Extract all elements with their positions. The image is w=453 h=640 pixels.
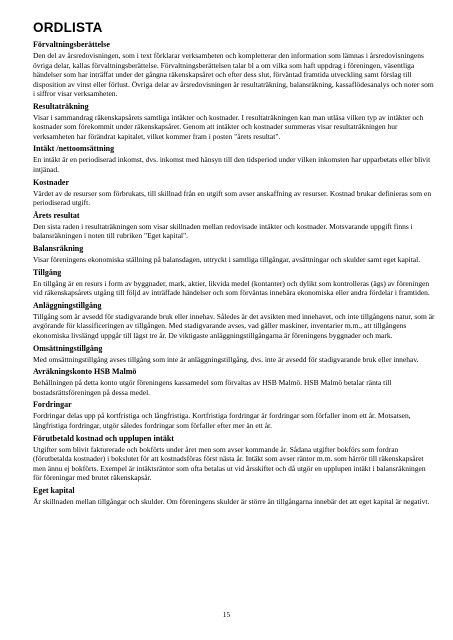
definition-arets-resultat: Den sista raden i resultaträkningen som visar skillnaden mellan redovisade intäkter och kostnader. Motsvarande uppgift finns i balansräkningen i noten till rubriken "Eget kapital".: [33, 221, 413, 241]
term-intakt-nettoomsattning: Intäkt /nettoomsättning: [33, 144, 115, 154]
term-forutbetald-kostnad: Förutbetald kostnad och upplupen intäkt: [33, 433, 174, 443]
page-title: ORDLISTA: [33, 20, 103, 35]
definition-tillgang: En tillgång är en resurs i form av byggnader, mark, aktier, likvida medel (kontanter) och dylikt som kontrolleras (ägs) av föreningen vid räkenskapsårets utgång till följd av inträffade händelser och som förväntas innebära ekonomiska eller andra fördelar i framtiden.: [33, 278, 430, 298]
term-tillgang: Tillgång: [33, 267, 62, 277]
definition-kostnader: Värdet av de resurser som förbrukats, till skillnad från en utgift som avser anskaffning av resurser. Kostnad brukar definieras som en periodiserad utgift.: [33, 188, 432, 208]
definition-omsattningstillgang: Med omsättningstillgång avses tillgång som inte är anläggningstillgång, dvs. inte är avsedd för stadigvarande bruk eller innehav.: [33, 354, 419, 364]
term-kostnader: Kostnader: [33, 177, 69, 187]
term-resultatrakning: Resultaträkning: [33, 101, 89, 111]
term-arets-resultat: Årets resultat: [33, 210, 80, 220]
definition-eget-kapital: Är skillnaden mellan tillgångar och skulder. Om föreningens skulder är större än tillgångarna innebär det att eget kapital är negativt.: [33, 496, 430, 506]
term-anlaggningstillgang: Anläggningstillgång: [33, 300, 102, 310]
term-balansrakning: Balansräkning: [33, 243, 84, 253]
definition-forvaltningsberattelse: Den del av årsredovisningen, som i text förklarar verksamheten och kompletterar den information som lämnas i årsredovisningens övriga delar, kallas förvaltningsberättelse. Förvaltningsberättelsen talar bl a om vilka som haft uppdrag i föreningen, väsentliga händelser som har inträffat under det gångna räkenskapsåret och efter dess slut, förväntad framtida utveckling samt förslag till disposition av vinst eller förlust. Övriga delar av årsredovisningen är resultaträkning, balansräkning, kassaflödesanalys och noter som i siffror visar verksamheten.: [33, 51, 434, 98]
definition-avrakningskonto-hsb-malmo: Behållningen på detta konto utgör föreningens kassamedel som förvaltas av HSB Malmö. HSB Malmö betalar ränta till bostadsrättsföreningen på dessa medel.: [33, 378, 392, 397]
definition-anlaggningstillgang: Tillgång som är avsedd för stadigvarande bruk eller innehav. Således är det avsikten med innehavet, och inte tillgångens natur, som är avgörande för klassificeringen av tillgången. Med stadigvarande avses, vad gäller maskiner, inventarier m.m., att tillgångens ekonomiska livslängd uppgår till lägst tre år. De viktigaste anläggningstillgångarna är föreningens byggnader och mark.: [33, 311, 435, 340]
term-omsattningstillgang: Omsättningstillgång: [33, 343, 103, 353]
definition-fordringar: Fordringar delas upp på kortfristiga och långfristiga. Kortfristiga fordringar är fordringar som förfaller inom ett år. Motsatsen, långfristiga fordringar, utgör således fordringar som förfaller efter mer än ett år.: [33, 411, 411, 430]
term-forvaltningsberattelse: Förvaltningsberättelse: [33, 40, 110, 49]
definition-balansrakning: Visar föreningens ekonomiska ställning på balansdagen, uttryckt i samtliga tillgångar, avsättningar och skulder samt eget kapital.: [33, 254, 421, 264]
definition-intakt-nettoomsattning: En intäkt är en periodiserad inkomst, dvs. inkomst med hänsyn till den tidsperiod under vilken inkomsten har upparbetats eller blivit intjänad.: [33, 155, 431, 174]
page-number: 15: [222, 610, 231, 619]
term-eget-kapital: Eget kapital: [33, 485, 75, 495]
term-avrakningskonto-hsb-malmo: Avräkningskonto HSB Malmö: [33, 367, 137, 377]
term-fordringar: Fordringar: [33, 400, 72, 410]
definition-resultatrakning: Visar i sammandrag räkenskapsårets samtliga intäkter och kostnader. I resultaträkningen kan man utläsa vilken typ av intäkter och kostnader som förekommit under räkenskapsåret. Genom att intäkter och kostnader summeras visar resultaträkningen hur verksamheten har förändrat kapitalet, vilket kommer fram i posten "årets resultat".: [33, 112, 424, 141]
definition-forutbetald-kostnad: Utgifter som blivit fakturerade och bokförts under året men som avser kommande år. Sådana utgifter bokförs som fordran (förutbetalda kostnader) i bokslutet för att kostnadsföras först nästa år. Intäkt som avser räntor m.m. som härrör till räkenskapsåret men ännu ej bokförts. Exempel är intäktsräntor som ofta betalas ut vid årsskiftet och då utgör en upplupen intäkt i balansräkningen för föreningar med brutet räkenskapsår.: [33, 444, 426, 483]
